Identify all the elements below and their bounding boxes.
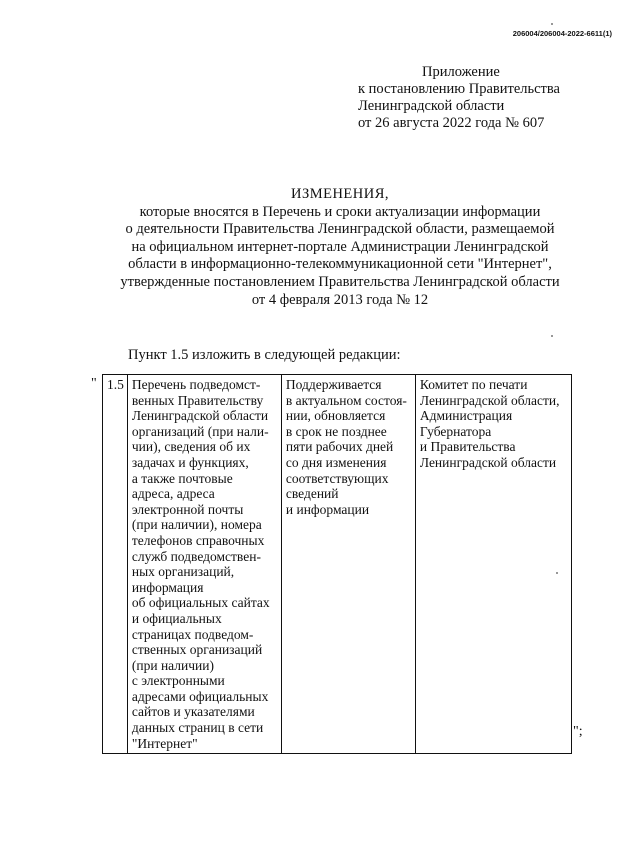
description-line: данных страниц в сети: [131, 720, 264, 736]
term-line: со дня изменения: [285, 454, 387, 470]
table-row: [103, 375, 572, 754]
description-line: (при наличии), номера: [131, 517, 262, 533]
term-line: соответствующих: [285, 470, 389, 486]
appendix-line: Ленинградской области: [358, 98, 505, 114]
description-line: ных организаций,: [131, 564, 235, 580]
description-line: электронной почты: [131, 501, 244, 517]
responsible-line: Ленинградской области: [419, 454, 557, 470]
description-line: Перечень подведомст-: [131, 377, 261, 392]
heading-line: которые вносятся в Перечень и сроки актуализации информации: [139, 203, 541, 220]
term-line: пяти рабочих дней: [285, 439, 394, 455]
description-line: задачах и функциях,: [131, 454, 249, 470]
description-line: (при наличии): [131, 657, 214, 673]
term-line: и информации: [285, 501, 370, 517]
opening-quote: ": [91, 376, 97, 391]
responsible-body-cell: [415, 375, 571, 754]
description-line: а также почтовые: [131, 470, 233, 486]
appendix-line: Приложение: [422, 64, 500, 80]
description-line: Ленинградской области: [131, 408, 269, 424]
responsible-line: Губернатора: [419, 423, 492, 439]
heading-line: области в информационно-телекоммуникационной сети "Интернет",: [128, 256, 552, 273]
document-id: 206004/206004-2022-6611(1): [512, 29, 612, 38]
description-line: служб подведомствен-: [131, 548, 261, 564]
item-description-cell: [127, 375, 281, 754]
amendment-table: [102, 374, 572, 754]
term-line: нии, обновляется: [285, 408, 386, 424]
closing-quote: ";: [573, 724, 583, 739]
update-term-cell: [281, 375, 415, 754]
responsible-line: и Правительства: [419, 439, 516, 455]
appendix-line: к постановлению Правительства: [358, 81, 560, 97]
description-line: организаций (при нали-: [131, 423, 269, 439]
scan-speck: [551, 335, 553, 337]
description-line: "Интернет": [131, 735, 198, 751]
description-line: адресами официальных: [131, 688, 269, 704]
heading-line: о деятельности Правительства Ленинградской области, размещаемой: [125, 221, 555, 238]
responsible-line: Ленинградской области,: [419, 392, 560, 408]
scan-speck: [556, 572, 558, 574]
description-line: страницах подведом-: [131, 626, 254, 642]
intro-paragraph: Пункт 1.5 изложить в следующей редакции:: [128, 347, 401, 363]
description-line: венных Правительству: [131, 392, 264, 408]
term-line: сведений: [285, 486, 339, 502]
item-number-cell: 1.5: [103, 375, 128, 754]
heading-line: от 4 февраля 2013 года № 12: [251, 291, 429, 308]
description-line: ственных организаций: [131, 642, 263, 658]
description-line: об официальных сайтах: [131, 595, 270, 611]
description-line: информация: [131, 579, 204, 595]
description-line: адреса, адреса: [131, 486, 215, 502]
heading-line: утвержденные постановлением Правительства Ленинградской области: [120, 273, 560, 290]
description-line: с электронными: [131, 673, 225, 689]
description-line: и официальных: [131, 610, 222, 626]
appendix-block: [358, 64, 560, 132]
description-line: чии), сведения об их: [131, 439, 251, 455]
responsible-line: Комитет по печати: [419, 377, 528, 392]
term-line: в срок не позднее: [285, 423, 387, 439]
description-line: телефонов справочных: [131, 532, 265, 548]
responsible-line: Администрация: [419, 408, 513, 424]
description-line: сайтов и указателями: [131, 704, 255, 720]
appendix-line: от 26 августа 2022 года № 607: [358, 115, 545, 131]
heading-title: ИЗМЕНЕНИЯ,: [290, 186, 390, 202]
scan-speck: [551, 23, 553, 25]
term-line: в актуальном состоя-: [285, 392, 407, 408]
document-heading: [60, 186, 620, 309]
heading-line: на официальном интернет-портале Администрации Ленинградской: [131, 238, 549, 255]
term-line: Поддерживается: [285, 377, 382, 392]
